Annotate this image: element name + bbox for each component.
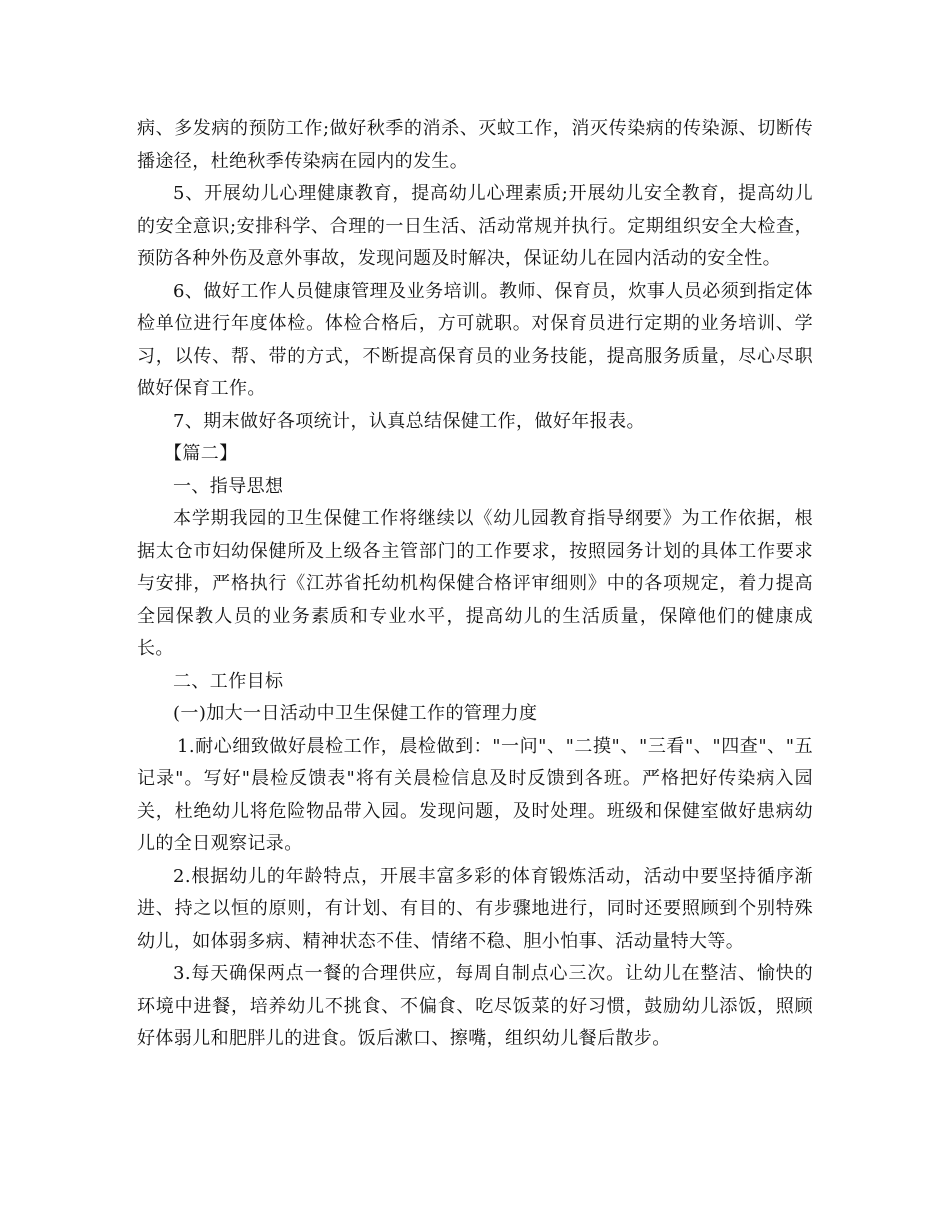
- paragraph-continuation: 病、多发病的预防工作;做好秋季的消杀、灭蚊工作，消灭传染病的传染源、切断传播途径，杜绝秋季传染病在园内的发生。: [137, 118, 813, 172]
- paragraph-goal-3: 3.每天确保两点一餐的合理供应，每周自制点心三次。让幼儿在整洁、愉快的环境中进餐，培养幼儿不挑食、不偏食、吃尽饭菜的好习惯，鼓励幼儿添饭，照顾好体弱儿和肥胖儿的进食。饭后漱口、擦嘴，组织幼儿餐后散步。: [137, 963, 813, 1049]
- subsection-heading-management: (一)加大一日活动中卫生保健工作的管理力度: [173, 703, 538, 724]
- document-body: [137, 113, 813, 1056]
- paragraph-item-5: 5、开展幼儿心理健康教育，提高幼儿心理素质;开展幼儿安全教育，提高幼儿的安全意识;安排科学、合理的一日生活、活动常规并执行。定期组织安全大检查，预防各种外伤及意外事故，发现问题及时解决，保证幼儿在园内活动的安全性。: [137, 183, 813, 269]
- section-heading-guiding-ideology: 一、指导思想: [173, 475, 284, 497]
- paragraph-goal-1: 1.耐心细致做好晨检工作，晨检做到："一问"、"二摸"、"三看"、"四查"、"五记录"。写好"晨检反馈表"将有关晨检信息及时反馈到各班。严格把好传染病入园关，杜绝幼儿将危险物品带入园。发现问题，及时处理。班级和保健室做好患病幼儿的全日观察记录。: [137, 735, 813, 854]
- paragraph-guiding-ideology: 本学期我园的卫生保健工作将继续以《幼儿园教育指导纲要》为工作依据，根据太仓市妇幼保健所及上级各主管部门的工作要求，按照园务计划的具体工作要求与安排，严格执行《江苏省托幼机构保健合格评审细则》中的各项规定，着力提高全园保教人员的业务素质和专业水平，提高幼儿的生活质量，保障他们的健康成长。: [137, 508, 813, 659]
- paragraph-item-6: 6、做好工作人员健康管理及业务培训。教师、保育员，炊事人员必须到指定体检单位进行年度体检。体检合格后，方可就职。对保育员进行定期的业务培训、学习，以传、帮、带的方式，不断提高保育员的业务技能，提高服务质量，尽心尽职做好保育工作。: [137, 280, 813, 399]
- section-heading-work-goals: 二、工作目标: [173, 670, 284, 692]
- paragraph-goal-2: 2.根据幼儿的年龄特点，开展丰富多彩的体育锻炼活动，活动中要坚持循序渐进、持之以恒的原则，有计划、有目的、有步骤地进行，同时还要照顾到个别特殊幼儿，如体弱多病、精神状态不佳、情绪不稳、胆小怕事、活动量特大等。: [137, 865, 813, 952]
- paragraph-item-7: 7、期末做好各项统计，认真总结保健工作，做好年报表。: [173, 410, 645, 432]
- section-heading-part-two: 【篇二】: [164, 443, 238, 464]
